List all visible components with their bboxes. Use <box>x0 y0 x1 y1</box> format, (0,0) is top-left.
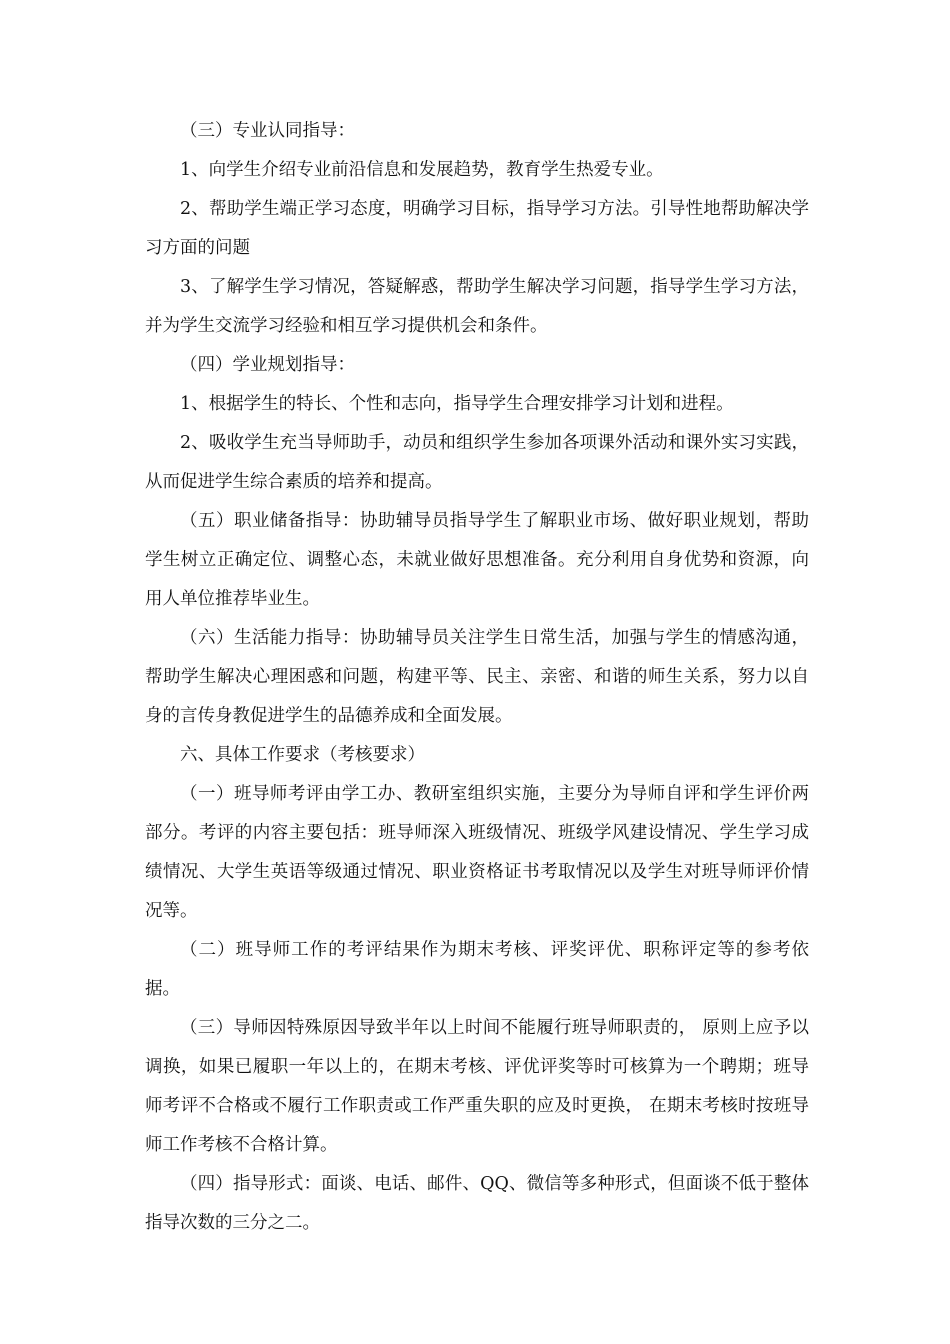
paragraph: 1、向学生介绍专业前沿信息和发展趋势，教育学生热爱专业。 <box>180 160 664 180</box>
paragraph: 1、根据学生的特长、个性和志向，指导学生合理安排学习计划和进程。 <box>180 394 734 414</box>
paragraph: （四）指导形式：面谈、电话、邮件、QQ、微信等多种形式，但面谈不低于整体指导次数的三分之二。 <box>145 1174 809 1233</box>
paragraph: （二）班导师工作的考评结果作为期末考核、评奖评优、职称评定等的参考依据。 <box>145 940 809 999</box>
section-heading-academic-planning: （四）学业规划指导： <box>180 355 355 375</box>
document-body <box>145 112 809 1243</box>
paragraph: 2、吸收学生充当导师助手，动员和组织学生参加各项课外活动和课外实习实践，从而促进学生综合素质的培养和提高。 <box>145 433 809 492</box>
section-heading-work-requirements: 六、具体工作要求（考核要求） <box>180 745 425 765</box>
paragraph: 2、帮助学生端正学习态度，明确学习目标，指导学习方法。引导性地帮助解决学习方面的问题 <box>145 199 809 258</box>
paragraph-career-guidance: （五）职业储备指导：协助辅导员指导学生了解职业市场、做好职业规划，帮助学生树立正确定位、调整心态，未就业做好思想准备。充分利用自身优势和资源，向用人单位推荐毕业生。 <box>145 511 809 609</box>
paragraph: （一）班导师考评由学工办、教研室组织实施，主要分为导师自评和学生评价两部分。考评的内容主要包括：班导师深入班级情况、班级学风建设情况、学生学习成绩情况、大学生英语等级通过情况、职业资格证书考取情况以及学生对班导师评价情况等。 <box>145 784 809 921</box>
paragraph: 3、了解学生学习情况，答疑解惑，帮助学生解决学习问题，指导学生学习方法，并为学生交流学习经验和相互学习提供机会和条件。 <box>145 277 809 336</box>
paragraph: （三）导师因特殊原因导致半年以上时间不能履行班导师职责的， 原则上应予以调换，如果已履职一年以上的，在期末考核、评优评奖等时可核算为一个聘期；班导师考评不合格或不履行工作职责或工作严重失职的应及时更换， 在期末考核时按班导师工作考核不合格计算。 <box>145 1018 809 1155</box>
paragraph-life-skills-guidance: （六）生活能力指导：协助辅导员关注学生日常生活，加强与学生的情感沟通，帮助学生解决心理困惑和问题，构建平等、民主、亲密、和谐的师生关系，努力以自身的言传身教促进学生的品德养成和全面发展。 <box>145 628 809 726</box>
section-heading-professional-identity: （三）专业认同指导： <box>180 121 355 141</box>
